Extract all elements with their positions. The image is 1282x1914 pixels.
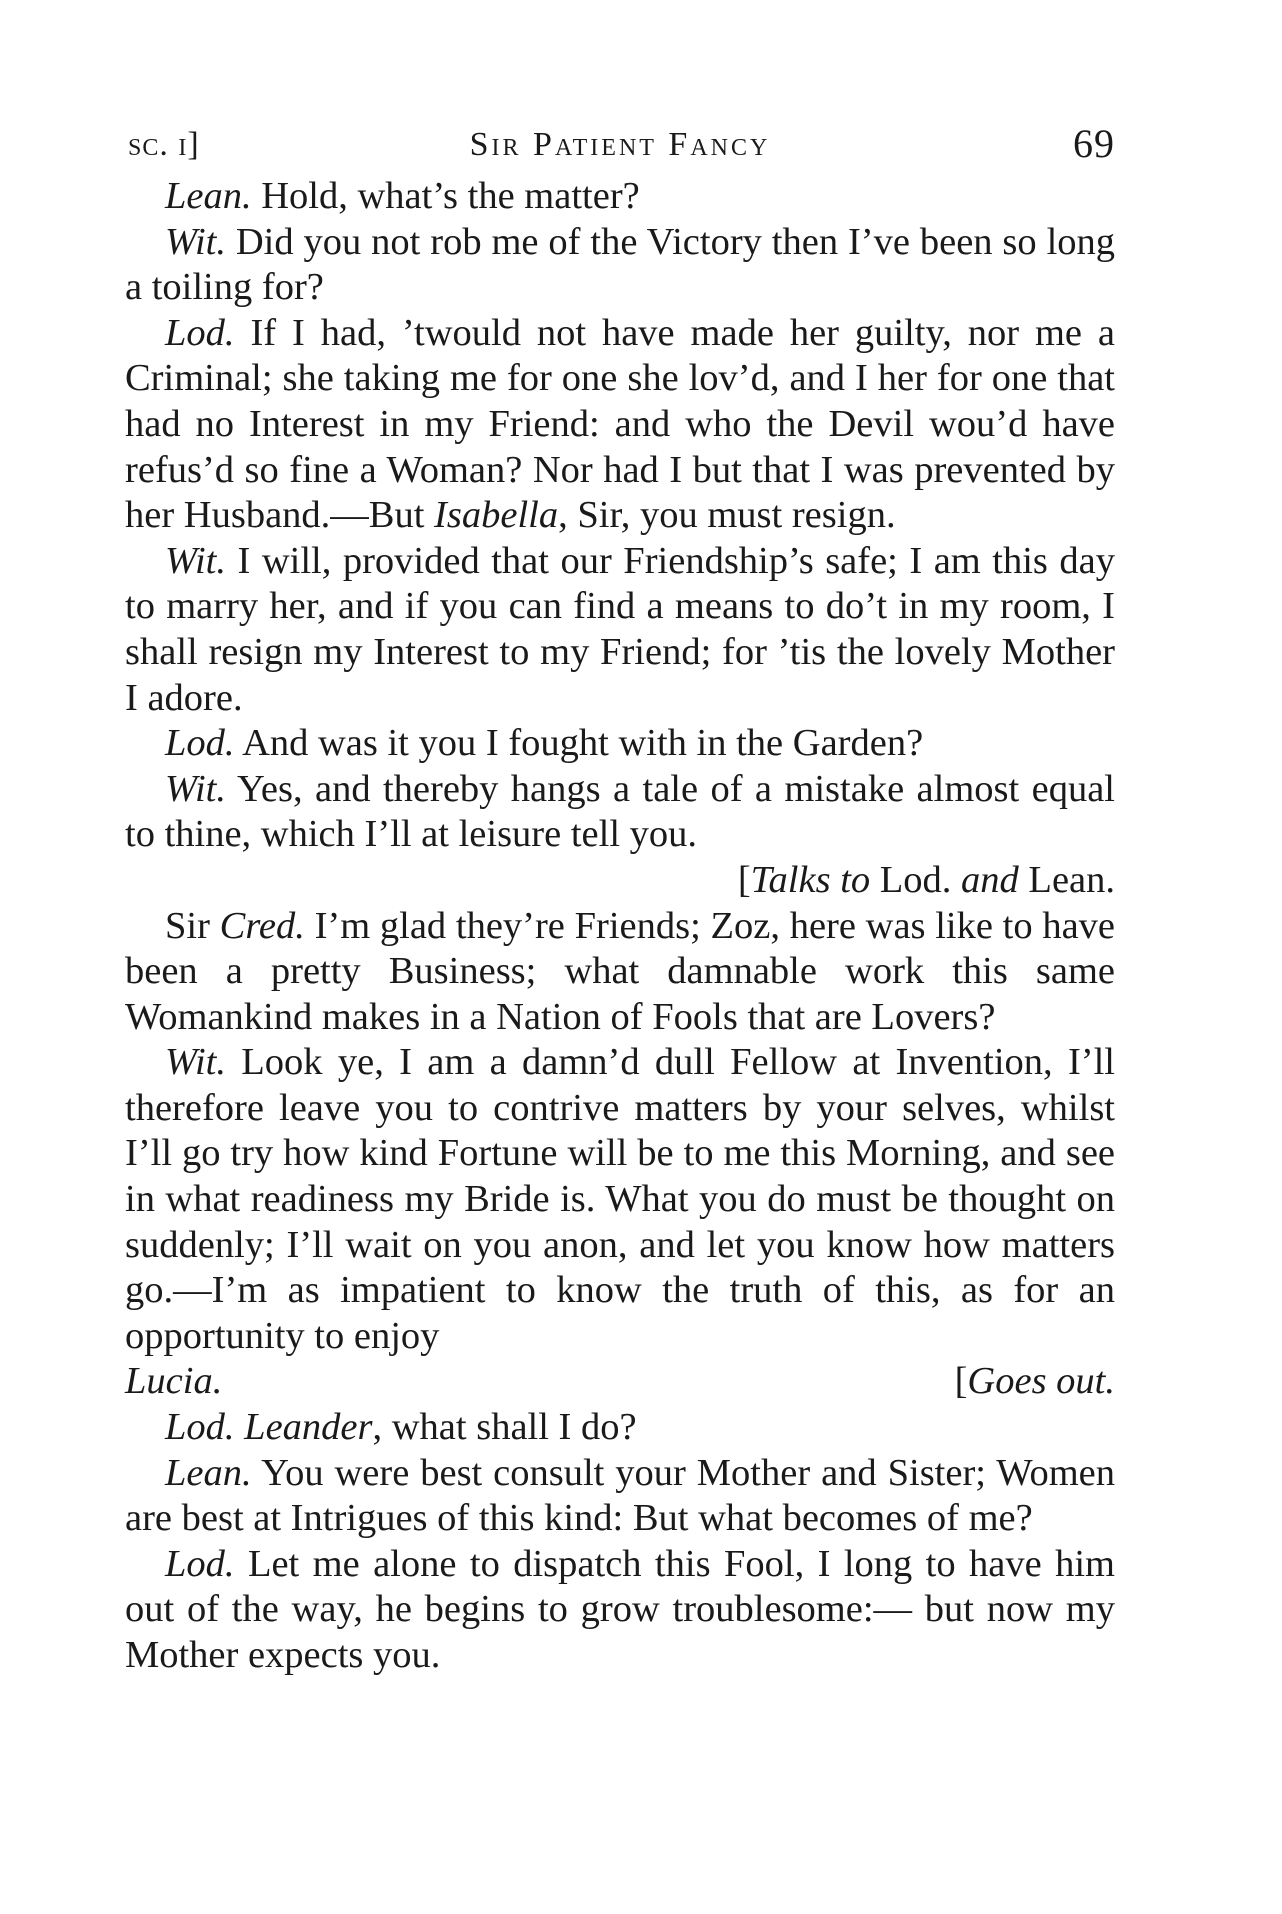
- character-name: Lean.: [1028, 858, 1115, 901]
- speech-text: Look ye, I am a damn’d dull Fellow at Invention, I’ll therefore leave you to contrive matters by your selves, whilst I’ll go try how kind Fortune will be to me this Morning, and see in what readiness my Bride is. What you do must be thought on suddenly; I’ll wait on you anon, and let you know how matters go.—I’m as impatient to know the truth of this, as for an opportunity to enjoy: [125, 1041, 1115, 1357]
- direction-text: Goes out.: [967, 1360, 1115, 1403]
- speech-lod-1: [125, 311, 1115, 539]
- character-name: Leander: [244, 1406, 373, 1449]
- direction-text: and: [961, 858, 1019, 901]
- speaker-name: Lean.: [165, 1451, 252, 1494]
- stage-direction: [125, 858, 1115, 904]
- exit-direction: [955, 1359, 1115, 1405]
- speech-text: Let me alone to dispatch this Fool, I long to have him out of the way, he begins to grow troublesome:— but now my Mother expects you.: [125, 1542, 1115, 1676]
- speech-lean-1: [125, 174, 1115, 220]
- speech-lod-3: [125, 1405, 1115, 1451]
- character-name: Isabella: [434, 494, 559, 537]
- speech-text: Yes, and thereby hangs a tale of a mistake almost equal to thine, which I’ll at leisure tell you.: [125, 767, 1115, 856]
- direction-bracket: [: [954, 1360, 968, 1403]
- speech-text: Did you not rob me of the Victory then I’ve been so long a toiling for?: [125, 220, 1116, 309]
- character-name: Lucia.: [125, 1360, 223, 1403]
- direction-bracket: [: [737, 858, 751, 901]
- speaker-name: Lean.: [165, 175, 252, 217]
- speech-wit-2: [125, 539, 1115, 721]
- speech-text: You were best consult your Mother and Sister; Women are best at Intrigues of this kind: But what becomes of me?: [125, 1451, 1115, 1540]
- speech-wit-4: [125, 1040, 1115, 1359]
- speaker-name: Lod.: [165, 1542, 235, 1585]
- speech-wit-1: [125, 220, 1115, 311]
- speaker-name: Wit.: [165, 1041, 226, 1084]
- speaker-prefix: Sir: [165, 904, 210, 947]
- book-page: [125, 118, 1115, 1679]
- running-title: Sir Patient Fancy: [469, 126, 771, 163]
- speech-text: , what shall I do?: [372, 1406, 637, 1449]
- speech-cred-1: [125, 904, 1115, 1041]
- page-number: 69: [1073, 121, 1115, 166]
- speech-lod-4: [125, 1542, 1115, 1679]
- speaker-name: Lod.: [165, 1406, 235, 1449]
- speech-lod-2: [125, 721, 1115, 767]
- play-text: [125, 174, 1115, 1679]
- speech-end-line: [125, 1359, 1115, 1405]
- speech-text: I will, provided that our Friendship’s safe; I am this day to marry her, and if you can find a means to do’t in my room, I shall resign my Interest to my Friend; for ’tis the lovely Mother I adore.: [125, 539, 1115, 719]
- speaker-name: Lod.: [165, 722, 235, 765]
- speaker-name: Lod.: [165, 311, 235, 354]
- speech-lean-2: [125, 1451, 1115, 1542]
- speaker-name: Wit.: [165, 767, 226, 810]
- character-name: Lod.: [879, 858, 952, 901]
- speech-text: , Sir, you must resign.: [558, 494, 896, 537]
- speech-wit-3: [125, 767, 1115, 858]
- speech-text: If I had, ’twould not have made her guilty, nor me a Criminal; she taking me for one she lov’d, and I her for one that had no Interest in my Friend: and who the Devil wou’d have refus’d so fine a Woman? Nor had I but that I was prevented by her Husband.—But: [125, 311, 1116, 537]
- direction-text: Talks to: [750, 858, 871, 901]
- speech-text: Hold, what’s the matter?: [261, 175, 640, 217]
- speaker-name: Wit.: [165, 220, 226, 263]
- speaker-name: Wit.: [165, 539, 226, 582]
- running-header: [125, 118, 1115, 174]
- speech-text: I’m glad they’re Friends; Zoz, here was like to have been a pretty Business; what damnable work this same Womankind makes in a Nation of Fools that are Lovers?: [125, 904, 1116, 1038]
- scene-marker: sc. i]: [128, 126, 200, 163]
- speaker-name: Cred.: [219, 904, 305, 947]
- speech-text: And was it you I fought with in the Garden?: [242, 722, 924, 765]
